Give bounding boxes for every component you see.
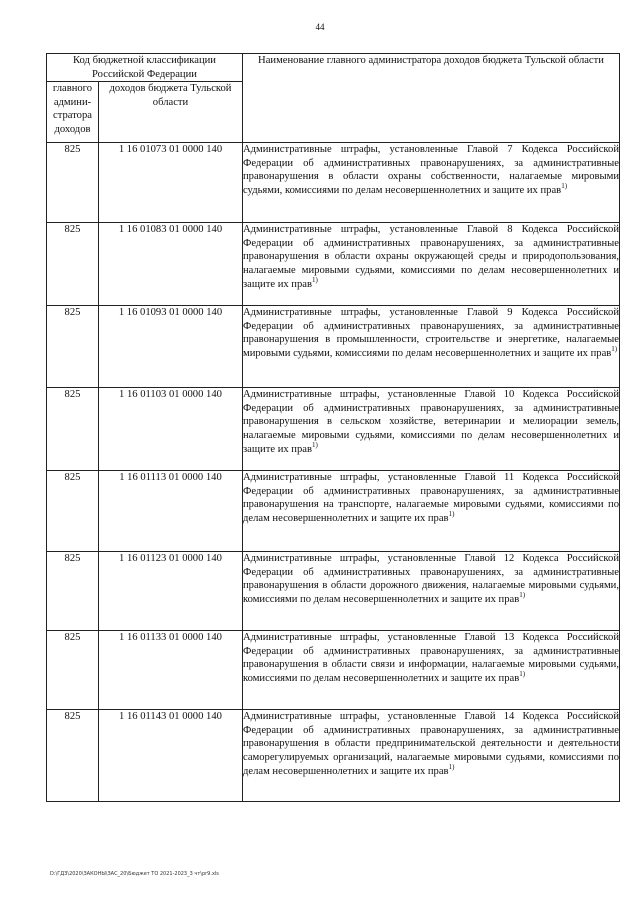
cell-income-code: 1 16 01103 01 0000 140 xyxy=(99,388,243,471)
footnote-marker: 1) xyxy=(519,669,526,678)
header-budget-classification-code: Код бюджетной классификации Российской Федерации xyxy=(47,54,243,82)
footnote-marker: 1) xyxy=(561,181,568,190)
header-main-administrator: главного админи-стратора доходов xyxy=(47,82,99,143)
income-name-text: Административные штрафы, установленные Главой 13 Кодекса Российской Федерации об административных правонарушениях, за административные правонарушения в области связи и информации, налагаемые мировыми судьями, комиссиями по делам несовершеннолетних и защите их прав xyxy=(243,632,619,684)
footnote-marker: 1) xyxy=(519,590,526,599)
cell-administrator-code: 825 xyxy=(47,306,99,388)
cell-income-code: 1 16 01143 01 0000 140 xyxy=(99,710,243,802)
footnote-marker: 1) xyxy=(611,344,618,353)
cell-income-code: 1 16 01133 01 0000 140 xyxy=(99,631,243,710)
cell-income-name xyxy=(243,631,620,710)
footnote-marker: 1) xyxy=(311,440,318,449)
cell-income-code: 1 16 01113 01 0000 140 xyxy=(99,471,243,552)
budget-classification-table xyxy=(46,53,620,802)
footnote-marker: 1) xyxy=(448,762,455,771)
cell-income-name xyxy=(243,388,620,471)
page-number: 44 xyxy=(315,22,325,32)
cell-administrator-code: 825 xyxy=(47,143,99,223)
cell-administrator-code: 825 xyxy=(47,388,99,471)
cell-administrator-code: 825 xyxy=(47,631,99,710)
cell-administrator-code: 825 xyxy=(47,552,99,631)
income-name-text: Административные штрафы, установленные Главой 11 Кодекса Российской Федерации об административных правонарушениях, за административные правонарушения на транспорте, налагаемые мировыми судьями, комиссиями по делам несовершеннолетних и защите их прав xyxy=(243,472,619,524)
table-row xyxy=(47,631,620,710)
cell-income-name xyxy=(243,306,620,388)
table-row xyxy=(47,388,620,471)
header-income-code: доходов бюджета Тульской области xyxy=(99,82,243,143)
cell-income-code: 1 16 01123 01 0000 140 xyxy=(99,552,243,631)
income-name-text: Административные штрафы, установленные Главой 14 Кодекса Российской Федерации об административных правонарушениях, за административные правонарушения в области предпринимательской деятельности и деятельности саморегулируемых организаций, налагаемые мировыми судьями, комиссиями по делам несовершеннолетних и защите их прав xyxy=(243,711,619,777)
table-row xyxy=(47,143,620,223)
cell-income-name xyxy=(243,471,620,552)
cell-administrator-code: 825 xyxy=(47,471,99,552)
income-name-text: Административные штрафы, установленные Главой 9 Кодекса Российской Федерации об административных правонарушениях, за административные правонарушения в промышленности, строительстве и энергетике, налагаемые мировыми судьями, комиссиями по делам несовершеннолетних и защите их прав xyxy=(243,307,619,359)
cell-income-name xyxy=(243,552,620,631)
table-row xyxy=(47,710,620,802)
footnote-marker: 1) xyxy=(311,275,318,284)
income-name-text: Административные штрафы, установленные Главой 12 Кодекса Российской Федерации об административных правонарушениях, за административные правонарушения в области дорожного движения, налагаемые мировыми судьями, комиссиями по делам несовершеннолетних и защите их прав xyxy=(243,553,619,605)
cell-income-name xyxy=(243,710,620,802)
income-name-text: Административные штрафы, установленные Главой 7 Кодекса Российской Федерации об административных правонарушениях, за административные правонарушения в области охраны собственности, налагаемые мировыми судьями, комиссиями по делам несовершеннолетних и защите их прав xyxy=(243,144,619,196)
table-row xyxy=(47,306,620,388)
table-body xyxy=(47,143,620,802)
footer-file-path: D:\ГДЗ\2020\ЗАКОНЫ\ЗАС_20\Бюджет ТО 2021-2023_3 чт\pr9.xls xyxy=(50,871,219,877)
cell-administrator-code: 825 xyxy=(47,710,99,802)
cell-income-name xyxy=(243,143,620,223)
header-administrator-name: Наименование главного администратора доходов бюджета Тульской области xyxy=(243,54,620,143)
income-name-text: Административные штрафы, установленные Главой 10 Кодекса Российской Федерации об административных правонарушениях, за административные правонарушения в сельском хозяйстве, ветеринарии и мелиорации земель, налагаемые мировыми судьями, комиссиями по делам несовершеннолетних и защите их прав xyxy=(243,389,619,455)
cell-administrator-code: 825 xyxy=(47,223,99,306)
table-row xyxy=(47,471,620,552)
cell-income-code: 1 16 01083 01 0000 140 xyxy=(99,223,243,306)
cell-income-name xyxy=(243,223,620,306)
table-row xyxy=(47,223,620,306)
table-row xyxy=(47,552,620,631)
income-name-text: Административные штрафы, установленные Главой 8 Кодекса Российской Федерации об административных правонарушениях, за административные правонарушения в области охраны окружающей среды и природопользования, налагаемые мировыми судьями, комиссиями по делам несовершеннолетних и защите их прав xyxy=(243,224,619,290)
cell-income-code: 1 16 01093 01 0000 140 xyxy=(99,306,243,388)
cell-income-code: 1 16 01073 01 0000 140 xyxy=(99,143,243,223)
footnote-marker: 1) xyxy=(448,509,455,518)
header-row-top xyxy=(47,54,620,82)
